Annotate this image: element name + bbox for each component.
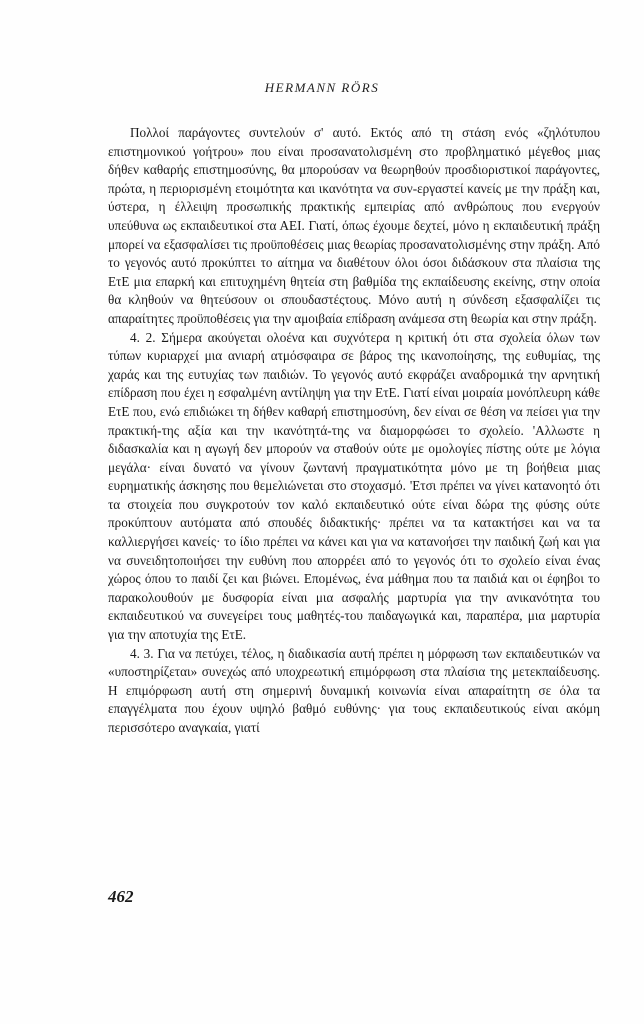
paragraph-4-2: 4. 2. Σήμερα ακούγεται ολοένα και συχνότερα η κριτική ότι στα σχολεία όλων των τύπων κυριαρχεί μια ανιαρή ατμόσφαιρα σε βάρος της ικανοποίησης, της ευθυμίας, της χαράς και της ευτυχίας των παιδιών. Το γεγονός αυτό εκφράζει αναδρομικά την αρνητική επίδραση που έχει η εσφαλμένη αντίληψη για την ΕτΕ. Γιατί είναι μοιραία μονόπλευρη κάθε ΕτΕ που, ενώ επιδιώκει τη δήθεν καθαρή επιστημοσύνη, δεν είναι σε θέση να πείσει για την πρακτική-της αξία και την ικανότητά-της να διαμορφώσει το σχολείο. 'Αλλωστε η διδασκαλία και η αγωγή δεν μπορούν να σταθούν ούτε με ομολογίες πίστης ούτε με λόγια μεγάλα· είναι δυνατό να γίνουν ζωντανή πραγματικότητα μόνο με τη βοήθεια μιας ευρηματικής άσκησης που θεμελιώνεται στο στοχασμό. 'Ετσι πρέπει να γίνει κατανοητό ότι τα στοιχεία που συγκροτούν τον καλό εκπαιδευτικό ούτε είναι δώρα της φύσης ούτε προκύπτουν αυτόματα από σπουδές διδακτικής· πρέπει να τα κατακτήσει και να τα καλλιεργήσει κανείς· το ίδιο πρέπει να κάνει και για να κατανοήσει την παιδική ζωή και για να συνειδητοποιήσει την ευθύνη που απορρέει από το γεγονός ότι το σχολείο είναι ένας χώρος όπου το παιδί ζει και βιώνει. Επομένως, ένα μάθημα που τα παιδιά και οι έφηβοι το παρακολουθούν με δυσφορία είναι μια ασφαλής μαρτυρία για την ανικανότητα του εκπαιδευτικού να συνεγείρει τους μαθητές-του παιδαγωγικά και, παραπέρα, μια μαρτυρία για την αποτυχία της ΕτΕ. — [108, 329, 600, 643]
paragraph-1: Πολλοί παράγοντες συντελούν σ' αυτό. Εκτός από τη στάση ενός «ζηλότυπου επιστημονικού γοήτρου» που είναι προσανατολισμένη στο προβληματικό μέγεθος μιας δήθεν καθαρής επιστημοσύνης, θα μπορούσαν να θεωρηθούν προσδιοριστικοί παράγοντες, πρώτα, η περιορισμένη ετοιμότητα και ικανότητα να συν-εργαστεί κανείς με την πράξη και, ύστερα, η έλλειψη προσωπικής πρακτικής εμπειρίας από ανθρώπους που ενεργούν υπεύθυνα ως εκπαιδευτικοί στα ΑΕΙ. Γιατί, όπως έχουμε δεχτεί, μόνο η εκπαιδευτική πράξη μπορεί να εξασφαλίσει τις προϋποθέσεις μιας θεωρίας προσανατολισμένης στην πράξη. Από το γεγονός αυτό προκύπτει το αίτημα να διαθέτουν όλοι όσοι διδάσκουν στα πλαίσια της ΕτΕ μια επαρκή και επιτυχημένη θητεία στη βαθμίδα της εκπαίδευσης εκείνης, στην οποία θα κληθούν να θητεύσουν οι σπουδαστέςτους. Μόνο αυτή η σύνδεση εξασφαλίζει τις απαραίτητες προϋποθέσεις για την αμοιβαία επίδραση ανάμεσα στη θεωρία και στην πράξη. — [108, 125, 600, 326]
running-head-author: HERMANN RÖRS — [264, 80, 380, 95]
paragraph-4-3: 4. 3. Για να πετύχει, τέλος, η διαδικασία αυτή πρέπει η μόρφωση των εκπαιδευτικών να «υποστηρίζεται» συνεχώς από υποχρεωτική επιμόρφωση στα πλαίσια της μετεκπαίδευσης. Η επιμόρφωση αυτή στη σημερινή δυναμική κοινωνία είναι απαραίτητη σε όλα τα επαγγέλματα που έχουν υψηλό βαθμό ευθύνης· για τους εκπαιδευτικούς είναι ακόμη περισσότερο αναγκαία, γιατί — [108, 645, 600, 735]
page-number: 462 — [108, 887, 134, 906]
body-text — [108, 124, 600, 738]
